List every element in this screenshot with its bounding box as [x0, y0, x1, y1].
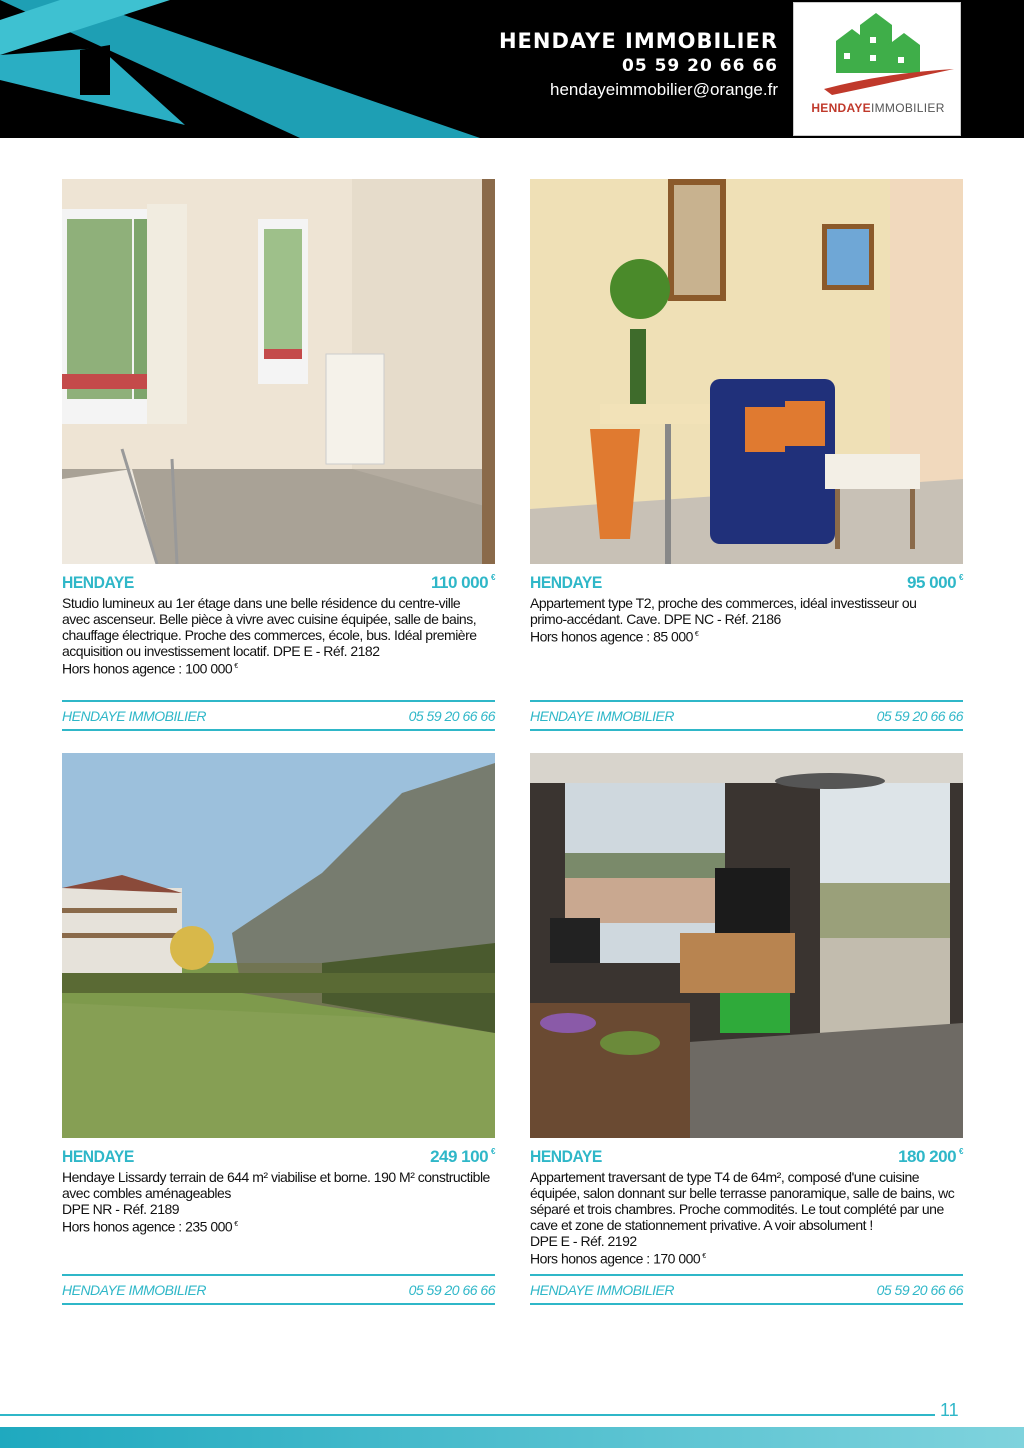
listing-city: HENDAYE	[62, 1147, 134, 1166]
contact-phone: 05 59 20 66 66	[408, 1281, 495, 1298]
header-decoration	[0, 0, 480, 138]
listing-contact-bar	[62, 700, 495, 731]
listing-city: HENDAYE	[62, 573, 134, 592]
listing-fees: Hors honos agence : 235 000 €	[62, 1218, 238, 1235]
listing-title-row	[62, 1147, 495, 1167]
agency-contact-block	[499, 28, 778, 102]
listing-card	[62, 179, 495, 724]
listing-contact-bar	[530, 1274, 963, 1305]
contact-phone: 05 59 20 66 66	[876, 1281, 963, 1298]
listing-photo-studio	[62, 179, 495, 564]
listing-title-row	[62, 573, 495, 593]
listing-card	[530, 753, 963, 1298]
logo-wordmark: HENDAYEIMMOBILIER	[811, 101, 945, 115]
agency-name: HENDAYE IMMOBILIER	[498, 29, 778, 53]
agency-logo	[793, 2, 961, 136]
footer-divider	[0, 1414, 935, 1416]
listing-title-row	[530, 573, 963, 593]
listing-card	[530, 179, 963, 724]
listing-description: Appartement traversant de type T4 de 64m², composé d'une cuisine équipée, salon donnant sur belle terrasse panoramique, salle de bains, wc séparé et trois chambres. Proche commodités. Le tout complété par une cave et zone de stationnement privative. A voir absolument ! DPE E - Réf. 2192	[530, 1169, 955, 1249]
agency-phone: 05 59 20 66 66	[622, 56, 778, 76]
listing-price: 249 100 €	[430, 1147, 495, 1166]
listing-contact-bar	[530, 700, 963, 731]
listing-fees: Hors honos agence : 170 000 €	[530, 1250, 706, 1267]
listing-city: HENDAYE	[530, 1147, 602, 1166]
listing-fees: Hors honos agence : 85 000 €	[530, 628, 699, 645]
listing-contact-bar	[62, 1274, 495, 1305]
listing-price: 110 000 €	[431, 573, 495, 592]
house-logo-icon	[794, 3, 962, 137]
listing-title-row	[530, 1147, 963, 1167]
listing-city: HENDAYE	[530, 573, 602, 592]
contact-phone: 05 59 20 66 66	[408, 707, 495, 724]
listing-card	[62, 753, 495, 1298]
contact-agency-name: HENDAYE IMMOBILIER	[62, 707, 206, 724]
contact-agency-name: HENDAYE IMMOBILIER	[62, 1281, 206, 1298]
listing-description: Appartement type T2, proche des commerces, idéal investisseur ou primo-accédant. Cave. DPE NC - Réf. 2186	[530, 595, 917, 627]
contact-agency-name: HENDAYE IMMOBILIER	[530, 707, 674, 724]
listing-price: 180 200 €	[898, 1147, 963, 1166]
listing-fees: Hors honos agence : 100 000 €	[62, 660, 238, 677]
agency-email[interactable]: hendayeimmobilier@orange.fr	[550, 80, 778, 99]
footer-band	[0, 1427, 1024, 1448]
listing-photo-t2	[530, 179, 963, 564]
listing-price: 95 000 €	[907, 573, 963, 592]
page-header	[0, 0, 1024, 138]
listing-description: Hendaye Lissardy terrain de 644 m² viabilise et borne. 190 M² constructible avec combles aménageables DPE NR - Réf. 2189	[62, 1169, 490, 1217]
page-number: 11	[940, 1400, 959, 1420]
contact-agency-name: HENDAYE IMMOBILIER	[530, 1281, 674, 1298]
contact-phone: 05 59 20 66 66	[876, 707, 963, 724]
listing-photo-t4	[530, 753, 963, 1138]
listing-photo-land	[62, 753, 495, 1138]
listing-description: Studio lumineux au 1er étage dans une belle résidence du centre-ville avec ascenseur. Belle pièce à vivre avec cuisine équipée, salle de bains, chauffage électrique. Proche des commerces, école, bus. Idéal première acquisition ou investissement locatif. DPE E - Réf. 2182	[62, 595, 477, 659]
